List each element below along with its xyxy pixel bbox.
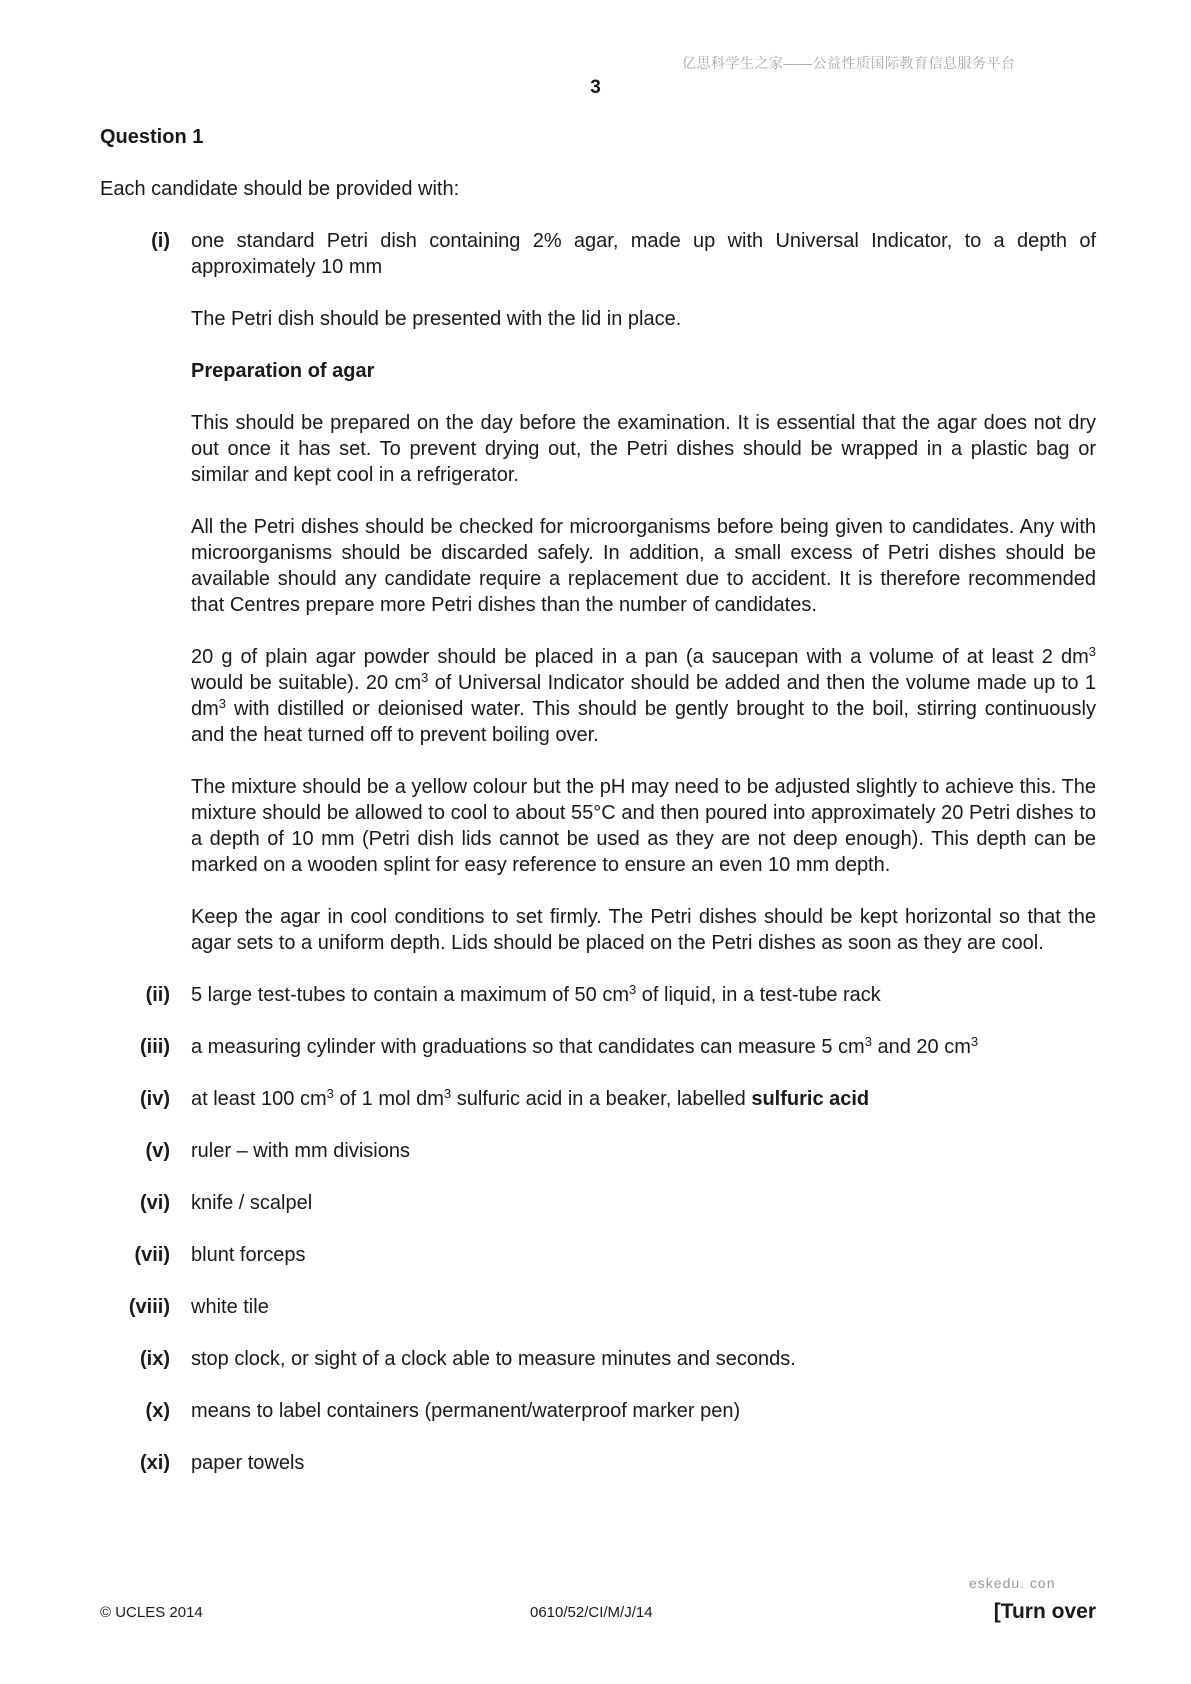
lid-note: The Petri dish should be presented with the lid in place.	[191, 308, 682, 330]
copyright: © UCLES 2014	[100, 1604, 203, 1621]
item-text: paper towels	[191, 1452, 305, 1474]
list-item-x	[100, 1398, 1096, 1424]
paragraph-checking: All the Petri dishes should be checked for microorganisms before being given to candidates. Any with microorganisms should be discarded safely. In addition, a small excess of Petri dishes should be available should any candidate require a replacement due to accident. It is therefore recommended that Centres prepare more Petri dishes than the number of candidates.	[191, 516, 1096, 616]
item-text: knife / scalpel	[191, 1192, 313, 1214]
paragraph-setting: Keep the agar in cool conditions to set firmly. The Petri dishes should be kept horizontal so that the agar sets to a uniform depth. Lids should be placed on the Petri dishes as soon as they are cool.	[191, 906, 1096, 954]
paragraph-storage: This should be prepared on the day before the examination. It is essential that the agar does not dry out once it has set. To prevent drying out, the Petri dishes should be wrapped in a plastic bag or similar and kept cool in a refrigerator.	[191, 412, 1096, 486]
item-label: (viii)	[128, 1296, 170, 1318]
item-text: ruler – with mm divisions	[191, 1140, 410, 1162]
list-item-iii	[100, 1034, 1096, 1060]
list-item-i	[100, 228, 1096, 956]
label-sulfuric-acid: sulfuric acid	[751, 1088, 870, 1110]
paragraph-pouring: The mixture should be a yellow colour but the pH may need to be adjusted slightly to achieve this. The mixture should be allowed to cool to about 55°C and then poured into approximately 20 Petri dishes to a depth of 10 mm (Petri dish lids cannot be used as they are not deep enough). This depth can be marked on a wooden splint for easy reference to ensure an even 10 mm depth.	[191, 776, 1096, 876]
list-item-vii	[100, 1242, 1096, 1268]
list-item-viii	[100, 1294, 1096, 1320]
item-label: (vi)	[140, 1192, 170, 1214]
item-label: (ii)	[145, 984, 170, 1006]
list-item-ix	[100, 1346, 1096, 1372]
item-text: one standard Petri dish containing 2% agar, made up with Universal Indicator, to a depth of approximately 10 mm	[191, 230, 1096, 278]
item-label: (v)	[145, 1140, 170, 1162]
item-label: (vii)	[134, 1244, 170, 1266]
item-label: (ix)	[140, 1348, 170, 1370]
question-title: Question 1	[100, 126, 204, 148]
item-label: (xi)	[140, 1452, 170, 1474]
item-label: (iv)	[140, 1088, 170, 1110]
footer-watermark: eskedu. con	[969, 1575, 1056, 1591]
preparation-heading: Preparation of agar	[191, 360, 375, 382]
item-text: white tile	[191, 1296, 269, 1318]
list-item-xi	[100, 1450, 1096, 1476]
list-item-iv	[100, 1086, 1096, 1112]
turn-over: [Turn over	[993, 1600, 1096, 1623]
page-number: 3	[590, 77, 601, 98]
item-label: (x)	[145, 1400, 170, 1422]
item-text: blunt forceps	[191, 1244, 306, 1266]
page-footer	[100, 1600, 1096, 1624]
question-content	[100, 124, 1096, 1502]
item-text: a measuring cylinder with graduations so that candidates can measure 5 $cm^3$ and 20 $cm^3$	[191, 1034, 979, 1058]
header-watermark: 亿思科学生之家——公益性质国际教育信息服务平台	[682, 55, 1016, 71]
item-text: 5 large test-tubes to contain a maximum of 50 $cm^3$ of liquid, in a test-tube rack	[191, 982, 881, 1006]
item-text: means to label containers (permanent/waterproof marker pen)	[191, 1400, 741, 1422]
item-text: stop clock, or sight of a clock able to measure minutes and seconds.	[191, 1348, 796, 1370]
document-code: 0610/52/CI/M/J/14	[530, 1604, 653, 1621]
list-item-v	[100, 1138, 1096, 1164]
item-text: at least 100 $cm^3$ of 1 mol $dm^3$ sulfuric acid in a beaker, labelled sulfuric acid	[191, 1086, 870, 1110]
list-item-ii	[100, 982, 1096, 1008]
paragraph-mixing: 20 g of plain agar powder should be placed in a pan (a saucepan with a volume of at least 2 $dm^3$ would be suitable). 20 $cm^3$ of Universal Indicator should be added and then the volume made up to 1 $dm^3$ with distilled or deionised water. This should be gently brought to the boil, stirring continuously and the heat turned off to prevent boiling over.	[191, 644, 1096, 746]
question-intro: Each candidate should be provided with:	[100, 178, 460, 200]
item-label: (iii)	[140, 1036, 170, 1058]
item-label: (i)	[151, 230, 170, 252]
list-item-vi	[100, 1190, 1096, 1216]
